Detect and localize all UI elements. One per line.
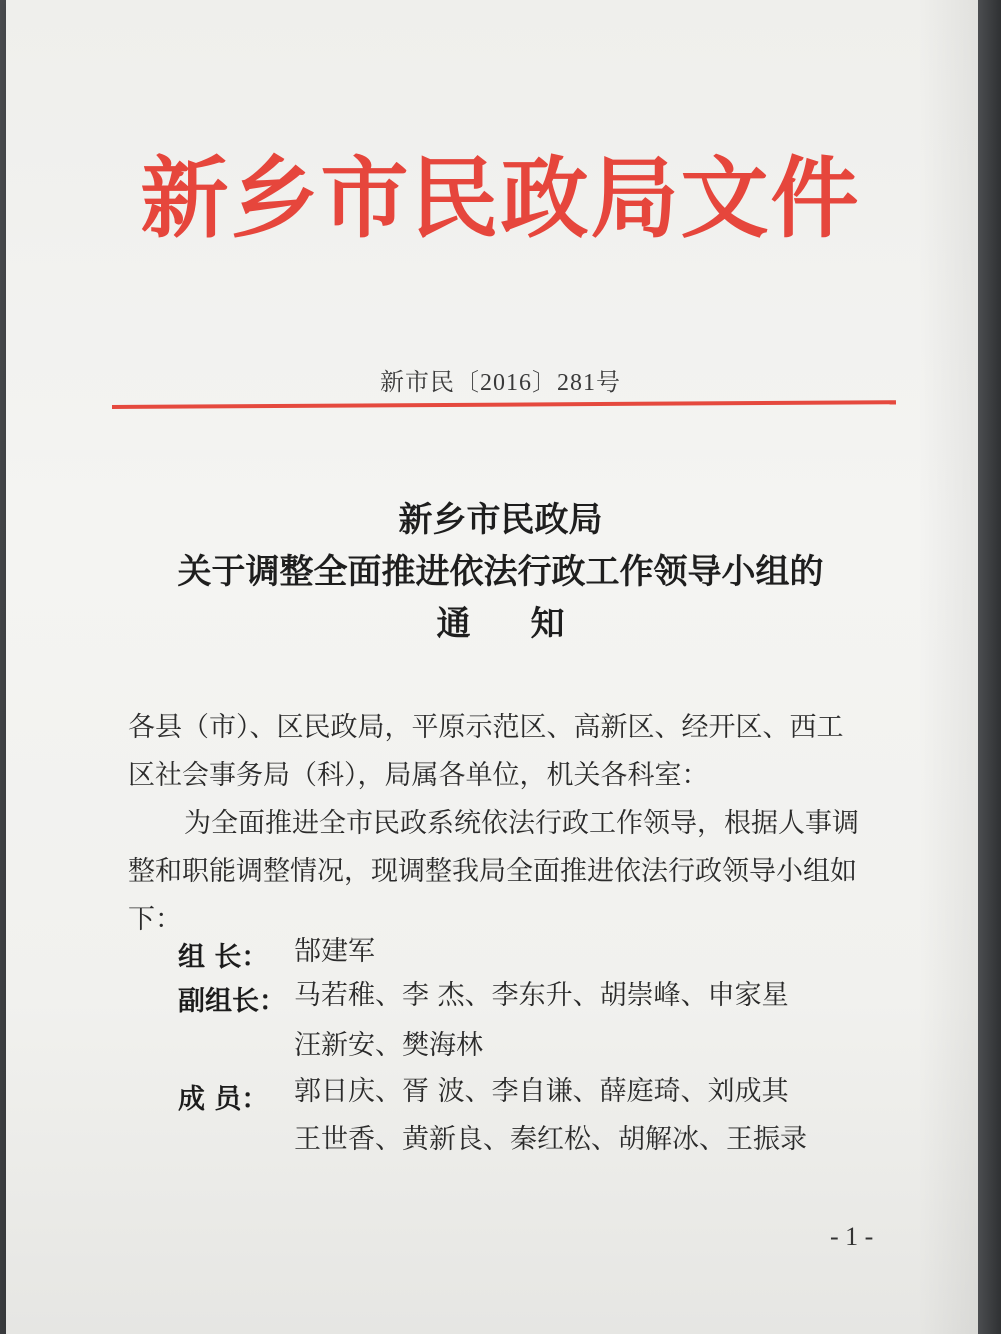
recipients-line-1: 各县（市）、区民政局，平原示范区、高新区、经开区、西工 [128, 712, 844, 743]
body-line-2: 整和职能调整情况，现调整我局全面推进依法行政领导小组如 [128, 856, 857, 887]
body-line-1: 为全面推进全市民政系统依法行政工作领导，根据人事调 [184, 808, 859, 839]
heading-issuer: 新乡市民政局 [398, 500, 603, 540]
heading-subject: 关于调整全面推进依法行政工作领导小组的 [177, 552, 824, 592]
deputy-label: 副组长： [178, 986, 286, 1017]
body-line-3: 下： [128, 904, 182, 935]
deputy-names-line-2: 汪新安、樊海林 [294, 1030, 483, 1061]
document-number: 新市民〔2016〕281号 [380, 370, 621, 396]
member-label: 成 员： [178, 1084, 269, 1115]
heading-notice: 通知 [436, 604, 625, 644]
page-number: - 1 - [830, 1222, 874, 1251]
leader-names: 郜建军 [294, 936, 375, 967]
member-names-line-2: 王世香、黄新良、秦红松、胡解冰、王振录 [294, 1124, 807, 1155]
leader-label: 组 长： [178, 942, 269, 973]
recipients-line-2: 区社会事务局（科），局属各单位，机关各科室： [128, 760, 709, 791]
deputy-names-line-1: 马若稚、李 杰、李东升、胡崇峰、申家星 [294, 980, 789, 1011]
document-red-title: 新乡市民政局文件 [140, 146, 861, 250]
member-names-line-1: 郭日庆、胥 波、李自谦、薛庭琦、刘成其 [294, 1076, 789, 1107]
